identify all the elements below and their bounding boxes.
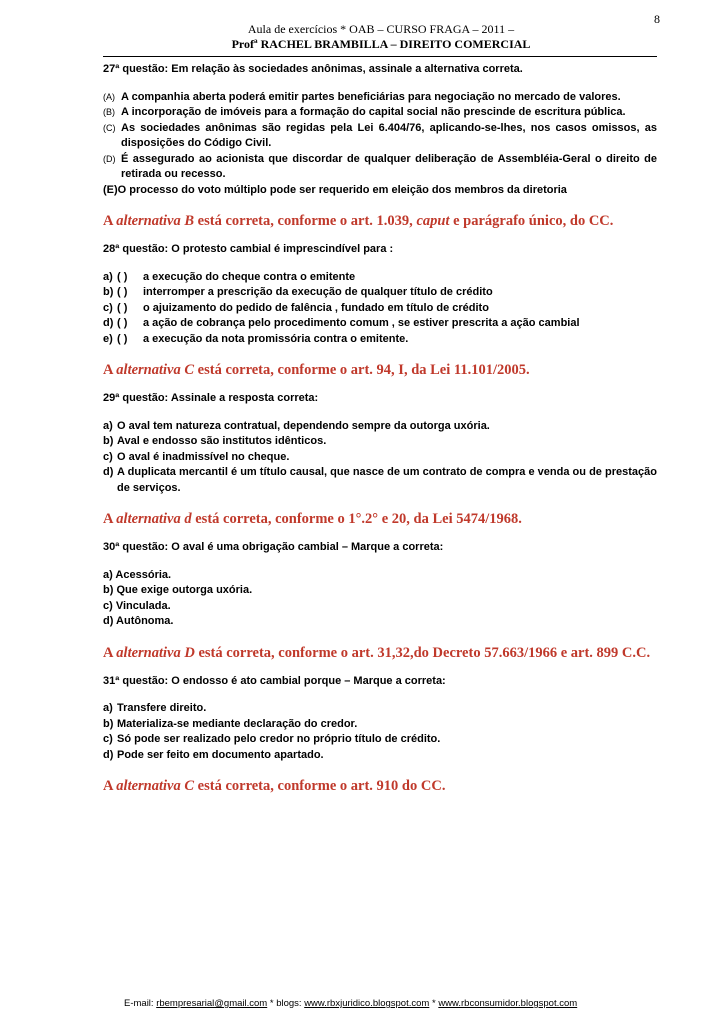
footer-email-link[interactable]: rbempresarial@gmail.com bbox=[156, 998, 268, 1009]
footer-blog-link-1[interactable]: www.rbxjuridico.blogspot.com bbox=[304, 998, 430, 1009]
header-course-line: Aula de exercícios * OAB – CURSO FRAGA – 2011 – bbox=[247, 22, 515, 36]
option-27-d: (D) É assegurado ao acionista que discordar de qualquer deliberação de Assembléia-Geral o direito de retirada ou recesso. bbox=[103, 152, 657, 180]
question-29: 29ª questão: Assinale a resposta correta: bbox=[103, 392, 319, 404]
option-30-c: c) Vinculada. bbox=[103, 599, 171, 612]
document-body bbox=[103, 62, 657, 807]
page-number: 8 bbox=[654, 12, 660, 26]
answer-31: A alternativa C está correta, conforme o art. 910 do CC. bbox=[103, 778, 446, 794]
footer-email-label: E-mail: bbox=[124, 998, 157, 1009]
question-28: 28ª questão: O protesto cambial é imprescindível para : bbox=[103, 243, 394, 255]
option-31-c: c) Só pode ser realizado pelo credor no próprio título de crédito. bbox=[103, 733, 441, 745]
option-28-a: a) ( ) a execução do cheque contra o emitente bbox=[103, 270, 356, 283]
question-31-options bbox=[103, 701, 657, 763]
option-30-a: a) Acessória. bbox=[103, 568, 172, 581]
option-28-e: e) ( ) a execução da nota promissória contra o emitente. bbox=[103, 332, 409, 345]
option-28-c: c) ( ) o ajuizamento do pedido de falência , fundado em título de crédito bbox=[103, 301, 489, 314]
option-29-d: d) A duplicata mercantil é um título causal, que nasce de um contrato de compra e venda ou de prestação de serviços. bbox=[103, 466, 657, 494]
answer-27: A alternativa B está correta, conforme o art. 1.039, caput e parágrafo único, do CC. bbox=[103, 213, 614, 229]
answer-30: A alternativa D está correta, conforme o art. 31,32,do Decreto 57.663/1966 e art. 899 C.C. bbox=[103, 644, 651, 661]
header-teacher-line: Profª RACHEL BRAMBILLA – DIREITO COMERCIAL bbox=[231, 37, 531, 51]
question-28-options bbox=[103, 270, 657, 348]
question-27: 27ª questão: Em relação às sociedades anônimas, assinale a alternativa correta. bbox=[103, 63, 523, 75]
option-27-a: (A) A companhia aberta poderá emitir partes beneficiárias para negociação no mercado de valores. bbox=[103, 90, 621, 103]
question-31: 31ª questão: O endosso é ato cambial porque – Marque a correta: bbox=[103, 674, 446, 687]
header-rule bbox=[103, 56, 657, 57]
answer-29: A alternativa d está correta, conforme o 1°.2° e 20, da Lei 5474/1968. bbox=[103, 511, 522, 527]
question-30-options bbox=[103, 568, 657, 630]
question-30: 30ª questão: O aval é uma obrigação cambial – Marque a correta: bbox=[103, 541, 444, 553]
option-28-b: b) ( ) interromper a prescrição da execução de qualquer título de crédito bbox=[103, 286, 493, 298]
question-29-options bbox=[103, 419, 657, 497]
question-27-options bbox=[103, 90, 657, 199]
option-27-c: (C) As sociedades anônimas são regidas pela Lei 6.404/76, aplicando-se-lhes, nos casos omissos, as disposições do Código Civil. bbox=[103, 121, 657, 149]
footer-blog-link-2[interactable]: www.rbconsumidor.blogspot.com bbox=[438, 998, 578, 1009]
option-30-b: b) Que exige outorga uxória. bbox=[103, 584, 253, 596]
option-29-a: a) O aval tem natureza contratual, dependendo sempre da outorga uxória. bbox=[103, 419, 490, 432]
option-31-b: b) Materializa-se mediante declaração do credor. bbox=[103, 717, 358, 730]
option-29-b: b) Aval e endosso são institutos idênticos. bbox=[103, 435, 327, 447]
option-31-a: a) Transfere direito. bbox=[103, 702, 207, 714]
answer-28: A alternativa C está correta, conforme o art. 94, I, da Lei 11.101/2005. bbox=[103, 362, 530, 378]
option-27-b: (B) A incorporação de imóveis para a formação do capital social não prescinde de escritura pública. bbox=[103, 106, 626, 118]
option-31-d: d) Pode ser feito em documento apartado. bbox=[103, 748, 324, 761]
option-27-e: (E)O processo do voto múltiplo pode ser requerido em eleição dos membros da diretoria bbox=[103, 183, 567, 196]
document-footer: E-mail: rbempresarial@gmail.com * blogs: www.rbxjuridico.blogspot.com * www.rbconsumidor.blogspot.com bbox=[124, 998, 578, 1009]
document-header bbox=[104, 22, 658, 52]
option-29-c: c) O aval é inadmissível no cheque. bbox=[103, 450, 290, 463]
option-28-d: d) ( ) a ação de cobrança pelo procedimento comum , se estiver prescrita a ação cambial bbox=[103, 317, 580, 329]
option-30-d: d) Autônoma. bbox=[103, 615, 174, 627]
